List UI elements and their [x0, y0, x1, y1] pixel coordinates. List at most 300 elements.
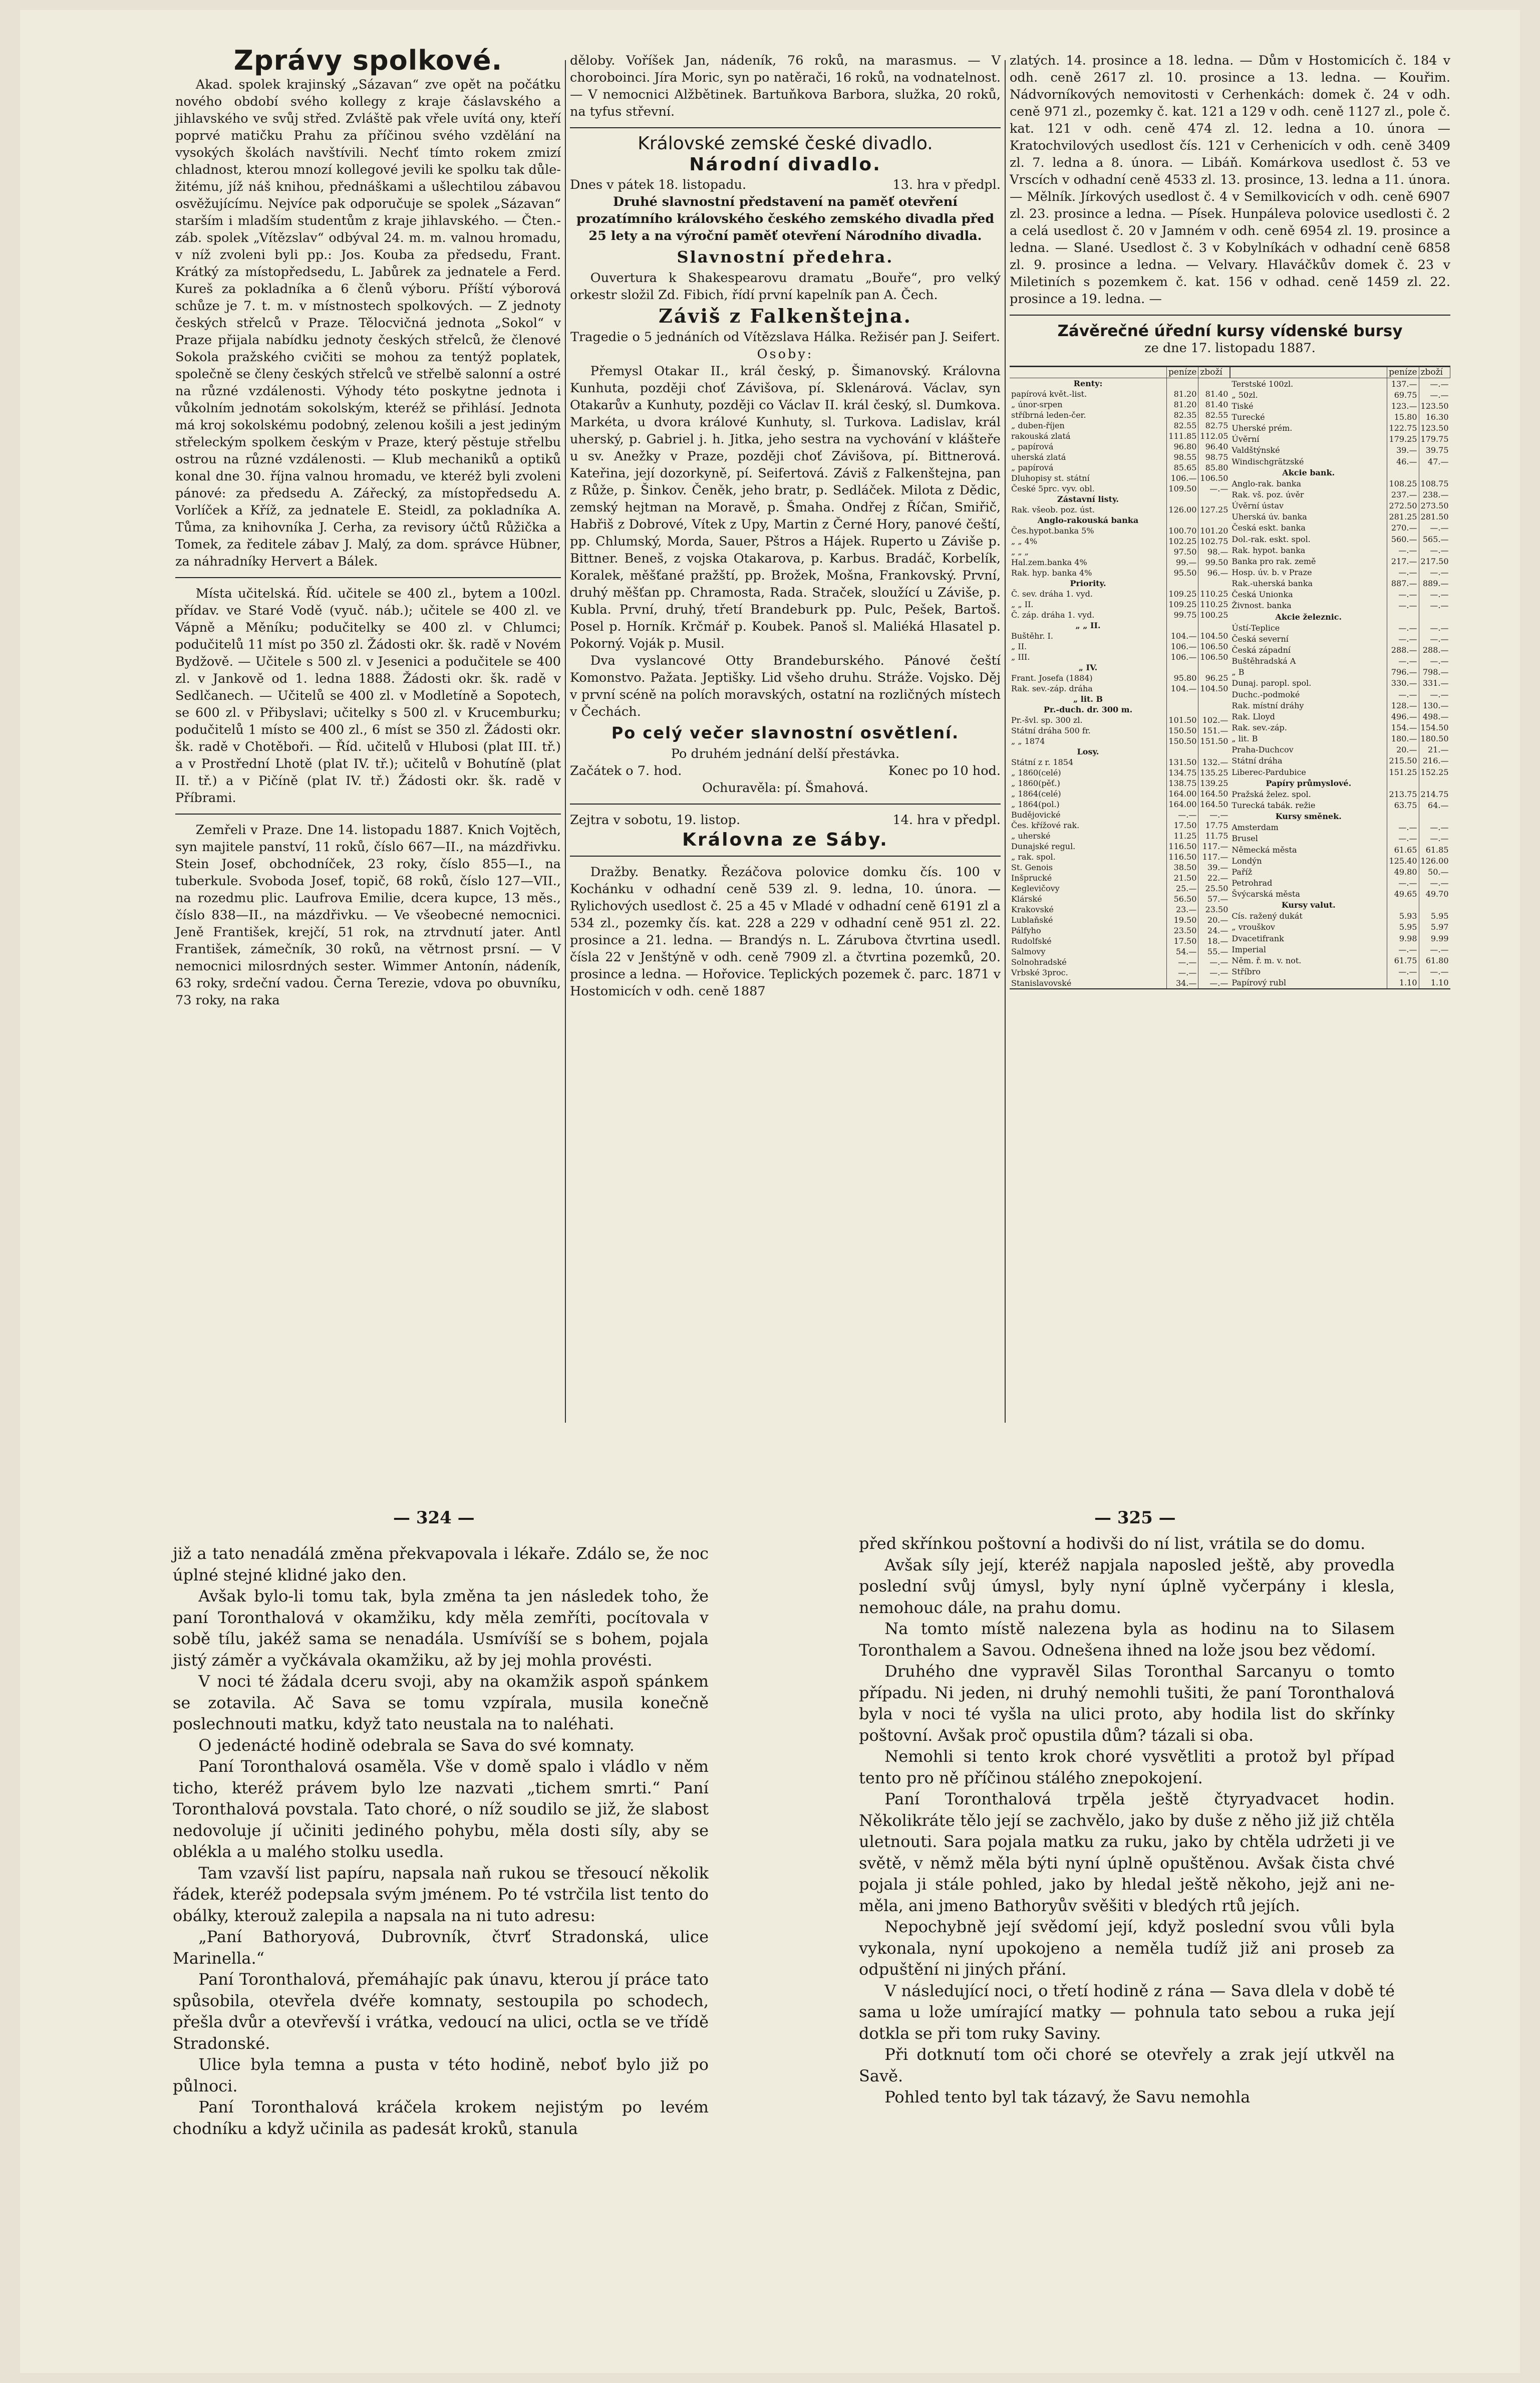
price-money: 17.50 [1167, 820, 1198, 831]
tomorrow-title: Královna ze Sáby. [682, 830, 888, 850]
price-money: —.— [1387, 822, 1419, 833]
price-money: 5.95 [1387, 922, 1419, 933]
price-goods: 565.— [1419, 534, 1450, 545]
date-line [570, 176, 1001, 193]
exchange-row [1230, 400, 1450, 411]
price-goods [1198, 662, 1229, 673]
price-money: —.— [1167, 957, 1198, 967]
exchange-row [1230, 866, 1450, 877]
price-money [1387, 900, 1419, 911]
price-goods: —.— [1419, 378, 1450, 390]
price-goods: 151.50 [1198, 736, 1229, 746]
price-money: 106.— [1167, 473, 1198, 483]
price-goods: 139.25 [1198, 778, 1229, 788]
exchange-date: ze dne 17. listopadu 1887. [1144, 341, 1316, 356]
security-name: „ „ II. [1075, 621, 1101, 630]
price-goods: 273.50 [1419, 500, 1450, 511]
price-goods: 126.00 [1419, 855, 1450, 866]
start-time: Začátek o 7. hod. [570, 763, 682, 778]
end-time: Konec po 10 hod. [888, 763, 1001, 778]
security-name: Dunaj. paropl. spol. [1231, 678, 1312, 688]
security-name: Ústí-Teplice [1231, 623, 1280, 633]
security-name: Solnohradské [1011, 957, 1067, 967]
price-goods: 81.40 [1198, 389, 1229, 399]
tomorrow-play-no: 14. hra v předpl. [892, 813, 1001, 828]
security-name: Rak. místní dráhy [1231, 700, 1304, 710]
exchange-row [1010, 915, 1229, 925]
price-money: 96.80 [1167, 441, 1198, 452]
prologue-heading: Slavnostní předehra. [677, 247, 894, 267]
exchange-row [1230, 489, 1450, 500]
price-goods: 151.— [1198, 725, 1229, 736]
exchange-row [1010, 946, 1229, 957]
exchange-row [1010, 715, 1229, 725]
exchange-row [1230, 611, 1450, 622]
price-goods: —.— [1419, 633, 1450, 644]
security-name: Amsterdam [1231, 823, 1279, 833]
exchange-row [1010, 578, 1229, 589]
exchange-row [1010, 473, 1229, 483]
security-name: „ „ „ [1011, 547, 1029, 557]
price-money [1167, 620, 1198, 631]
price-goods: 25.50 [1198, 883, 1229, 894]
price-money: 108.25 [1387, 478, 1419, 489]
exchange-row [1230, 733, 1450, 744]
tomorrow-date: Zejtra v sobotu, 19. listop. [570, 813, 741, 828]
price-money: —.— [1387, 545, 1419, 556]
price-goods: 5.95 [1419, 911, 1450, 922]
exchange-row [1230, 622, 1450, 633]
exchange-row [1230, 378, 1450, 390]
column-rule [565, 60, 566, 1423]
security-name: Papírový rubl [1231, 978, 1287, 988]
price-goods: 96.— [1198, 568, 1229, 578]
exchange-row [1010, 810, 1229, 820]
novel-paragraph: před skřínkou poštovní a hodivši do ní list, vrátila se do domu. [859, 1534, 1366, 1553]
price-money: 69.75 [1387, 389, 1419, 400]
security-name: „ rak. spol. [1011, 852, 1056, 862]
price-money: 496.— [1387, 711, 1419, 722]
price-goods [1419, 611, 1450, 622]
security-name: Úvěrní ústav [1231, 501, 1284, 511]
exchange-row [1230, 511, 1450, 522]
security-name: Rak. hyp. banka 4% [1011, 568, 1092, 578]
price-money: —.— [1387, 600, 1419, 611]
price-goods: 16.30 [1419, 411, 1450, 422]
security-name: Hosp. úv. b. v Praze [1231, 567, 1312, 577]
divider [1010, 315, 1450, 316]
price-goods: —.— [1419, 966, 1450, 977]
price-money: —.— [1387, 966, 1419, 977]
exchange-row [1010, 662, 1229, 673]
exchange-row [1010, 757, 1229, 767]
exchange-row [1230, 933, 1450, 944]
security-name: Klárské [1011, 894, 1042, 904]
exchange-row [1230, 423, 1450, 434]
price-goods: 164.50 [1198, 788, 1229, 799]
price-money: —.— [1167, 810, 1198, 820]
security-name: Brusel [1231, 834, 1258, 844]
ill-note: Ochuravěla: pí. Šmahová. [702, 780, 868, 796]
novel-paragraph: O jedenácté hodině odebrala se Sava do své komnaty. [198, 1735, 635, 1755]
divider [570, 127, 1001, 128]
price-goods: 331.— [1419, 678, 1450, 689]
price-goods: 127.25 [1198, 504, 1229, 515]
price-money: 270.— [1387, 522, 1419, 534]
exchange-row [1230, 911, 1450, 922]
novel-paragraph: Ulice byla temna a pusta v této hodině, neboť bylo již po půlnoci. [173, 2055, 709, 2095]
price-money: 106.— [1167, 652, 1198, 662]
security-name: Rudolfské [1011, 936, 1052, 946]
price-money: 138.75 [1167, 778, 1198, 788]
security-name: „ 1864(celé) [1011, 789, 1061, 799]
security-name: Dol.-rak. eskt. spol. [1231, 534, 1311, 544]
exchange-row [1230, 744, 1450, 755]
security-name: Lublaňské [1011, 915, 1053, 925]
price-goods: 23.50 [1198, 904, 1229, 915]
column-rule [1005, 60, 1006, 1423]
price-money: 1.10 [1387, 977, 1419, 988]
column-right [1010, 52, 1450, 989]
cast-extras: Dva vyslancové Otty Brandeburského. Pánové čeští Komonstvo. Pažata. Jeptišky. Lid všeho druhu. Stráže. Vojsko. Děj v první scéně na polích moravských, ostatní na rozličných místech v Čechách. [570, 653, 1001, 719]
security-name: Švýcarská města [1231, 889, 1300, 899]
security-name: Pálfyho [1011, 926, 1041, 935]
paragraph-teacher-posts: Místa učitelská. Říd. učitele se 400 zl., bytem a 100zl. přídav. ve Staré Vodě (vyuč. náb.); učitele se 400 zl. ve Vápně a Měníku; podučitelky se 400 zl. v Chlumci; podučitelů 11 míst po 350 zl. Žádosti okr. šk. radě v Novém Bydžově. — Učitele s 500 zl. v Jesenici a podučitele se 400 zl. v Jankově od 1. ledna 1888. Žádosti okr. šk. radě v Sedlčanech. — Učitelů se 400 zl. v Modletíně a Sopotech, se 600 zl. v Přibyslavi; učitelky s 500 zl. v Krucemburku; podučitelů 1 místo se 400 zl., 6 míst se 350 zl. Žádosti okr. šk. radě v Chotěboři. — Říd. učitelů v Hlubosi (plat III. tř.) a v Prostřední Lhotě (plat IV. tř.); učitelů v Bohutíně (plat II. tř.) a v Pičíně (plat IV. tř.) Žádosti okr. šk. radě v Příbrami. [175, 586, 561, 806]
exchange-row [1010, 589, 1229, 599]
price-money: 81.20 [1167, 399, 1198, 410]
price-goods: 889.— [1419, 578, 1450, 589]
price-goods: —.— [1198, 957, 1229, 967]
security-name: Duchc.-podmoké [1231, 689, 1300, 699]
price-money: 134.75 [1167, 767, 1198, 778]
price-money: —.— [1387, 944, 1419, 955]
security-name: „ IV. [1078, 663, 1098, 672]
price-goods [1198, 704, 1229, 715]
price-goods: 164.50 [1198, 799, 1229, 810]
security-name: Česká severní [1231, 634, 1289, 644]
price-goods [1198, 694, 1229, 704]
security-name: Rak. všeob. poz. úst. [1011, 505, 1095, 514]
price-goods: 47.— [1419, 456, 1450, 467]
security-name: „ 1864(pol.) [1011, 800, 1060, 809]
exchange-row [1230, 777, 1450, 788]
price-money: 164.00 [1167, 799, 1198, 810]
price-goods: 798.— [1419, 667, 1450, 678]
security-name: „ II. [1011, 642, 1027, 651]
security-name: Buštěhradská A [1231, 656, 1296, 666]
novel-paragraph: Avšak síly její, kteréž napjala naposled ještě, aby provedla poslední svůj úmysl, byly nyní úplně vyčerpány i klesla, nemohouc dále, na prahu domu. [859, 1555, 1395, 1617]
price-money: —.— [1387, 877, 1419, 888]
divider [175, 577, 561, 578]
price-money [1387, 777, 1419, 788]
exchange-row [1230, 889, 1450, 900]
security-name: „ vrouškov [1231, 922, 1275, 932]
exchange-row [1010, 746, 1229, 757]
price-goods: 179.75 [1419, 434, 1450, 445]
exchange-row [1010, 525, 1229, 536]
security-name: Česká eskt. banka [1231, 523, 1306, 533]
col-goods-header: zboží [1419, 367, 1450, 378]
price-money: 25.— [1167, 883, 1198, 894]
exchange-row [1010, 852, 1229, 862]
exchange-row [1230, 478, 1450, 489]
price-goods: 110.25 [1198, 599, 1229, 610]
price-money: 330.— [1387, 678, 1419, 689]
play-subtitle: Tragedie o 5 jednáních od Vítězslava Hálka. Režisér pan J. Seifert. [570, 330, 1000, 345]
exchange-row [1010, 494, 1229, 504]
price-money [1167, 578, 1198, 589]
exchange-row [1230, 922, 1450, 933]
price-goods: 152.25 [1419, 766, 1450, 777]
newspaper-page [20, 10, 1520, 2373]
security-name: Zástavní listy. [1057, 494, 1119, 504]
novel-paragraph: již a tato nenadálá změna překvapovala i lékaře. Zdálo se, že noc úplné stejné klidné jako den. [173, 1544, 709, 1584]
exchange-row [1230, 556, 1450, 567]
exchange-row [1010, 799, 1229, 810]
novel-paragraph: Druhého dne vypravěl Silas Toronthal Sarcanyu o tomto případu. Ni jeden, ni druhý nemohli tušiti, že paní Toronthalová byla v noci té vyšla na ulici proto, aby hodila list do skřínky poštovní. Avšak proč opustila dům? tázali si oba. [859, 1662, 1395, 1745]
exchange-row [1230, 389, 1450, 400]
price-goods: 101.20 [1198, 525, 1229, 536]
price-goods: 18.— [1198, 936, 1229, 946]
price-goods [1419, 811, 1450, 822]
security-name: Budějovické [1011, 810, 1061, 820]
price-money [1167, 704, 1198, 715]
price-money: 56.50 [1167, 894, 1198, 904]
price-money: 11.25 [1167, 831, 1198, 841]
column-left [175, 45, 561, 1009]
security-name: „ uherské [1011, 831, 1051, 841]
price-goods: —.— [1419, 833, 1450, 844]
security-name: Rak. vš. poz. úvěr [1231, 490, 1304, 499]
exchange-row [1230, 534, 1450, 545]
intermission-note: Po druhém jednání delší přestávka. [671, 746, 900, 761]
exchange-row [1010, 504, 1229, 515]
security-name: Imperial [1231, 944, 1266, 954]
security-name: Živnost. banka [1231, 601, 1292, 611]
novel-paragraph: Nemohli si tento krok choré vysvětliti a protož byl případ tento pro ně příčinou stálého znepokojení. [859, 1747, 1395, 1787]
security-name: Uherská úv. banka [1231, 512, 1307, 522]
security-name: Česká západní [1231, 645, 1291, 655]
exchange-row [1010, 683, 1229, 694]
price-money: 150.50 [1167, 736, 1198, 746]
paragraph-deaths: Zemřeli v Praze. Dne 14. listopadu 1887. Knich Vojtěch, syn majitele panství, 11 roků, číslo 667—II., na mázdřivku. Stein Josef, obchodníček, 23 roky, číslo 855—I., na tuberkule. Svoboda Josef, topič, 68 roků, číslo 127—VII., na rozedmu plic. Laufrova Emilie, dcera kupce, 13 měs., číslo 838—II., na mázdřivku. — Ve všeobecné nemocnici. Jeně František, krejčí, 51 rok, na ztrvdnutí jater. Antl František, zámečník, 30 roků, na větrnost prsní. — V nemocnici milosrdných sester. Wimmer Antonín, nádeník, 63 roky, srdeční vadou. Černa Terezie, vdova po obuvníku, 73 roky, na raka [175, 823, 561, 1008]
price-money: 99.75 [1167, 610, 1198, 620]
price-money: 109.50 [1167, 483, 1198, 494]
price-money: 102.25 [1167, 536, 1198, 547]
security-name: uherská zlatá [1011, 452, 1066, 462]
exchange-row [1010, 778, 1229, 788]
price-money: 213.75 [1387, 788, 1419, 800]
price-money [1387, 811, 1419, 822]
exchange-row [1230, 678, 1450, 689]
price-goods: 61.85 [1419, 844, 1450, 855]
price-money: 95.50 [1167, 568, 1198, 578]
exchange-row [1010, 904, 1229, 915]
security-name: Kursy směnek. [1275, 812, 1342, 822]
price-goods: 82.75 [1198, 420, 1229, 431]
security-name: Německá města [1231, 845, 1297, 855]
exchange-row [1010, 704, 1229, 715]
price-goods: —.— [1419, 689, 1450, 700]
exchange-row [1010, 831, 1229, 841]
price-goods: 98.75 [1198, 452, 1229, 462]
price-goods: 20.— [1198, 915, 1229, 925]
security-name: Tiské [1231, 401, 1254, 411]
exchange-row [1010, 431, 1229, 441]
security-name: Petrohrad [1231, 878, 1273, 888]
price-goods: 39.— [1198, 862, 1229, 873]
security-name: Frant. Josefa (1884) [1011, 673, 1093, 683]
exchange-row [1230, 522, 1450, 534]
price-money: 116.50 [1167, 841, 1198, 852]
price-goods: —.— [1419, 545, 1450, 556]
security-name: „ duben-říjen [1011, 421, 1065, 430]
exchange-row [1230, 855, 1450, 866]
security-name: Inšprucké [1011, 873, 1052, 883]
exchange-row [1010, 547, 1229, 557]
exchange-row [1230, 545, 1450, 556]
exchange-row [1230, 656, 1450, 667]
price-money: 125.40 [1387, 855, 1419, 866]
column-middle [570, 52, 1001, 1000]
security-name: „ 50zl. [1231, 390, 1258, 400]
price-goods: 154.50 [1419, 722, 1450, 733]
security-name: Pražská želez. spol. [1231, 789, 1311, 799]
price-goods: 498.— [1419, 711, 1450, 722]
security-name: Turecké [1231, 412, 1265, 422]
price-goods: 281.50 [1419, 511, 1450, 522]
section-title: Zprávy spolkové. [233, 45, 503, 76]
price-money: 137.— [1387, 378, 1419, 390]
exchange-row [1230, 600, 1450, 611]
security-name: Pr.-švl. sp. 300 zl. [1011, 715, 1083, 725]
price-goods: 17.75 [1198, 820, 1229, 831]
price-money: —.— [1387, 567, 1419, 578]
price-goods: 98.— [1198, 547, 1229, 557]
price-goods: 117.— [1198, 841, 1229, 852]
price-goods: —.— [1419, 877, 1450, 888]
security-name: Keglevičovy [1011, 884, 1060, 893]
exchange-row [1010, 452, 1229, 462]
price-goods: 102.75 [1198, 536, 1229, 547]
security-name: České 5prc. vyv. obl. [1011, 484, 1095, 493]
exchange-row [1010, 389, 1229, 399]
prologue-text: Ouvertura k Shakespearovu dramatu „Bouře“, pro velký orkestr složil Zd. Fibich, řídí první kapelník pan A. Čech. [570, 271, 1001, 303]
novel-paragraph: Paní Toronthalová, přemáhajíc pak únavu, kterou jí práce tato spůsobila, otevřela dvéře komnaty, sestoupila po schodech, přešla dvůr a otevřevší i vrátka, vedoucí na ulici, octla se ve třídě Stradonské. [173, 1970, 709, 2053]
security-name: stříbrná leden-čer. [1011, 410, 1086, 420]
price-goods: 49.70 [1419, 889, 1450, 900]
security-name: „ „ 1874 [1011, 736, 1045, 746]
exchange-row [1230, 944, 1450, 955]
security-name: Dvacetifrank [1231, 933, 1284, 943]
price-goods [1419, 777, 1450, 788]
security-name: Turecká tabák. režie [1231, 800, 1316, 810]
exchange-row [1230, 722, 1450, 733]
price-goods: —.— [1198, 967, 1229, 978]
exchange-row [1010, 841, 1229, 852]
exchange-row [1010, 568, 1229, 578]
price-goods: 112.05 [1198, 431, 1229, 441]
exchange-row [1010, 936, 1229, 946]
price-money: 122.75 [1387, 423, 1419, 434]
price-goods: 135.25 [1198, 767, 1229, 778]
price-money: 215.50 [1387, 755, 1419, 766]
security-name: Anglo-rakouská banka [1037, 515, 1139, 525]
security-name: Dunajské regul. [1011, 842, 1076, 851]
price-goods: 39.75 [1419, 445, 1450, 456]
exchange-row [1010, 767, 1229, 778]
price-money: 560.— [1387, 534, 1419, 545]
price-money: 217.— [1387, 556, 1419, 567]
price-money [1167, 494, 1198, 504]
security-name: „ lit. B [1073, 694, 1103, 704]
start-line [570, 762, 1001, 779]
date-right: 13. hra v předpl. [892, 177, 1001, 192]
price-money: 20.— [1387, 744, 1419, 755]
price-money: 164.00 [1167, 788, 1198, 799]
price-money: —.— [1167, 967, 1198, 978]
price-money: 61.65 [1387, 844, 1419, 855]
security-name: Salmovy [1011, 947, 1046, 956]
security-name: Státní dráha [1231, 756, 1283, 766]
price-money: 23.50 [1167, 925, 1198, 936]
price-money [1387, 611, 1419, 622]
exchange-row [1010, 957, 1229, 967]
exchange-row [1230, 689, 1450, 700]
security-name: „ 1860(celé) [1011, 768, 1061, 777]
price-money: 237.— [1387, 489, 1419, 500]
price-money: 82.35 [1167, 410, 1198, 420]
price-goods: 85.80 [1198, 462, 1229, 473]
price-goods: 99.50 [1198, 557, 1229, 568]
exchange-row [1010, 967, 1229, 978]
security-name: Čes. křížové rak. [1011, 821, 1080, 830]
security-name: Buštěhr. I. [1011, 631, 1053, 641]
price-money [1167, 746, 1198, 757]
exchange-row [1230, 711, 1450, 722]
price-money: 179.25 [1387, 434, 1419, 445]
security-name: Stanislavovské [1011, 978, 1072, 988]
security-name: Rak. Lloyd [1231, 711, 1275, 721]
security-name: „ III. [1011, 652, 1030, 662]
exchange-row [1010, 894, 1229, 904]
price-money: 97.50 [1167, 547, 1198, 557]
security-name: rakouská zlatá [1011, 431, 1071, 441]
security-name: Renty: [1073, 379, 1103, 388]
exchange-row [1010, 673, 1229, 683]
price-goods [1198, 378, 1229, 389]
price-goods: 132.— [1198, 757, 1229, 767]
price-goods: 61.80 [1419, 955, 1450, 966]
exchange-row [1230, 811, 1450, 822]
price-goods [1198, 515, 1229, 525]
price-money: 128.— [1387, 700, 1419, 711]
exchange-row [1230, 755, 1450, 766]
exchange-row [1010, 410, 1229, 420]
exchange-row [1010, 631, 1229, 641]
price-goods: 123.50 [1419, 423, 1450, 434]
security-name: Dluhopisy st. státní [1011, 473, 1090, 483]
price-goods: 81.40 [1198, 399, 1229, 410]
price-goods: 110.25 [1198, 589, 1229, 599]
security-name: Hal.zem.banka 4% [1011, 558, 1087, 567]
exchange-row [1010, 978, 1229, 988]
price-goods: 64.— [1419, 800, 1450, 811]
security-name: „ papírová [1011, 463, 1054, 472]
security-name: Vrbské 3proc. [1011, 968, 1068, 977]
price-goods: —.— [1419, 822, 1450, 833]
price-goods: 238.— [1419, 489, 1450, 500]
